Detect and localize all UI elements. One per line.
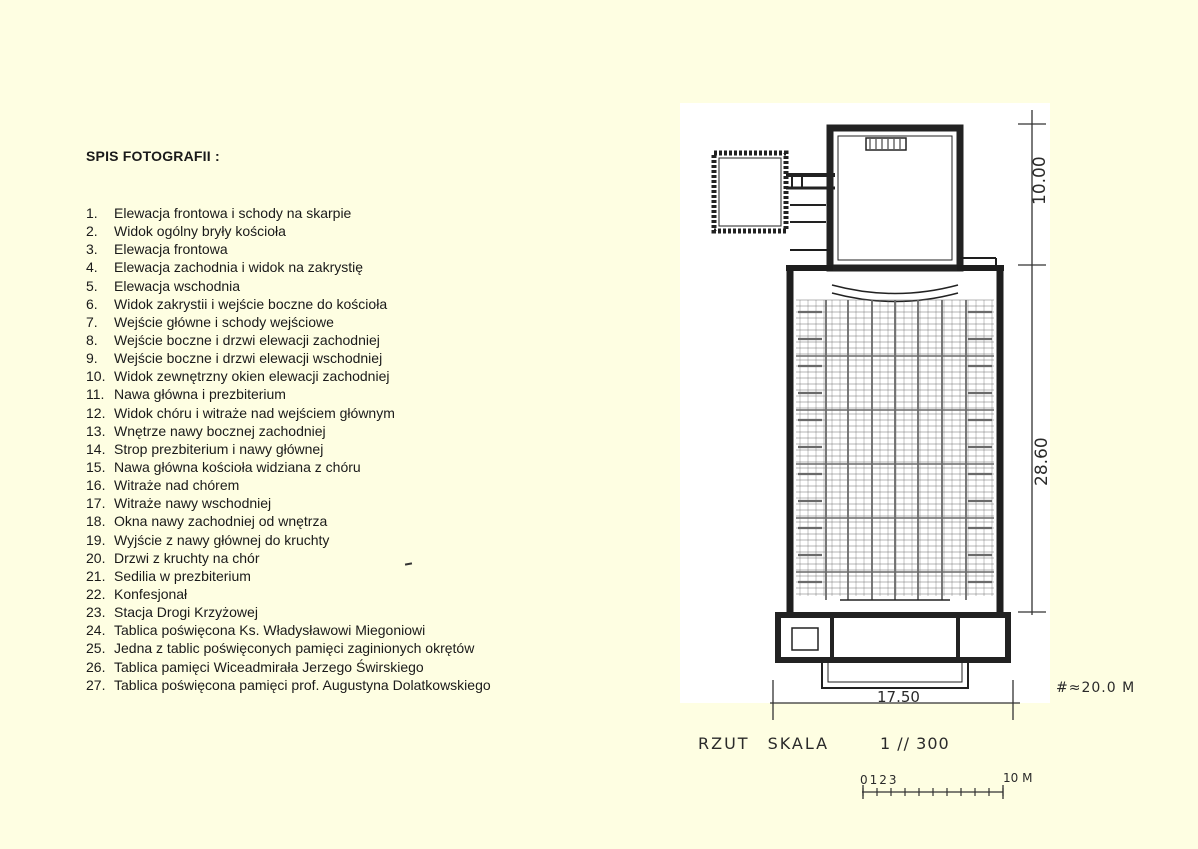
photo-list-number: 15.: [86, 458, 106, 475]
photo-list-label: Okna nawy zachodniej od wnętrza: [114, 513, 328, 530]
photo-list-label: Elewacja zachodnia i widok na zakrystię: [114, 259, 364, 276]
plan-title: [698, 734, 847, 753]
photo-list-number: 24.: [86, 622, 106, 639]
chancel: [830, 128, 960, 302]
photo-list-number: 6.: [86, 295, 98, 312]
width-label: 17.50: [877, 688, 920, 706]
photo-list-label: Tablica poświęcona pamięci prof. Augustyna Dolatkowskiego: [114, 676, 491, 693]
photo-list-label: Widok zakrystii i wejście boczne do kościoła: [114, 295, 388, 312]
sacristy-annex: [714, 153, 835, 231]
photo-list-label: Jedna z tablic poświęconych pamięci zaginionych okrętów: [114, 640, 475, 657]
photo-list-label: Wyjście z nawy głównej do kruchty: [114, 531, 330, 548]
photo-list-number: 18.: [86, 513, 106, 530]
photo-list-number: 10.: [86, 368, 106, 385]
photo-list-label: Wejście boczne i drzwi elewacji zachodniej: [114, 331, 380, 348]
photo-list-number: 16.: [86, 477, 106, 494]
photo-list-number: 12.: [86, 404, 106, 421]
plan-title-word: RZUT: [698, 734, 750, 753]
chancel-length-label: 10.00: [1030, 156, 1050, 205]
photo-list-label: Elewacja frontowa i schody na skarpie: [114, 205, 352, 221]
photo-list-number: 4.: [86, 259, 98, 276]
photo-list-number: 14.: [86, 440, 106, 457]
photo-list-number: 21.: [86, 567, 106, 584]
photo-list-number: 11.: [86, 386, 105, 403]
photo-list-label: Tablica poświęcona Ks. Władysławowi Miegoniowi: [114, 622, 426, 639]
photo-list-number: 9.: [86, 350, 98, 367]
photo-list-label: Elewacja wschodnia: [114, 277, 241, 294]
scale-bar-end-label: 10 M: [1003, 771, 1033, 785]
scale-bar-start-label: 0123: [860, 773, 899, 787]
nave-length-label: 28.60: [1032, 437, 1052, 486]
scale-ratio: 1 // 300: [880, 734, 950, 753]
photo-list-label: Wejście główne i schody wejściowe: [114, 313, 334, 330]
photo-list-number: 23.: [86, 604, 106, 621]
photo-list-label: Witraże nad chórem: [114, 477, 240, 494]
height-note: #≈20.0 M: [1056, 680, 1136, 696]
photo-list-number: 5.: [86, 277, 98, 294]
photo-list-heading: SPIS FOTOGRAFII :: [86, 148, 220, 164]
photo-list-label: Widok zewnętrzny okien elewacji zachodniej: [114, 368, 390, 385]
nave-floor-grid: [796, 300, 994, 600]
photo-list-label: Wnętrze nawy bocznej zachodniej: [114, 422, 326, 439]
plan-title-word: SKALA: [767, 734, 830, 753]
photo-list-label: Strop prezbiterium i nawy głównej: [114, 440, 324, 457]
photo-list-number: 13.: [86, 422, 106, 439]
photo-list-label: Nawa główna i prezbiterium: [114, 386, 286, 403]
photo-list-label: Wejście boczne i drzwi elewacji wschodniej: [114, 350, 383, 367]
photo-list-label: Konfesjonał: [114, 585, 188, 602]
photo-list-number: 3.: [86, 241, 98, 258]
photo-list-number: 19.: [86, 531, 106, 548]
photo-list-label: Nawa główna kościoła widziana z chóru: [114, 458, 361, 475]
photo-list-label: Elewacja frontowa: [114, 241, 228, 258]
photo-list-number: 1.: [86, 205, 98, 221]
photo-list-label: Witraże nawy wschodniej: [114, 495, 272, 512]
photo-list-number: 25.: [86, 640, 106, 657]
porch: [778, 600, 1008, 688]
photo-list-number: 20.: [86, 549, 106, 566]
photo-list-number: 7.: [86, 313, 98, 330]
photo-list-label: Stacja Drogi Krzyżowej: [114, 604, 258, 621]
photo-list-label: Sedilia w prezbiterium: [114, 567, 251, 584]
photo-list-number: 26.: [86, 658, 106, 675]
photo-list-label: Widok chóru i witraże nad wejściem głównym: [114, 404, 395, 421]
photo-list-label: Drzwi z kruchty na chór: [114, 549, 260, 566]
photo-list-label: Widok ogólny bryły kościoła: [114, 223, 286, 240]
photo-list-number: 2.: [86, 223, 98, 240]
photo-list-label: Tablica pamięci Wiceadmirała Jerzego Świrskiego: [114, 658, 424, 675]
photo-list-number: 22.: [86, 585, 106, 602]
photo-list-number: 27.: [86, 676, 106, 693]
photo-list-number: 8.: [86, 331, 98, 348]
photo-list-number: 17.: [86, 495, 106, 512]
